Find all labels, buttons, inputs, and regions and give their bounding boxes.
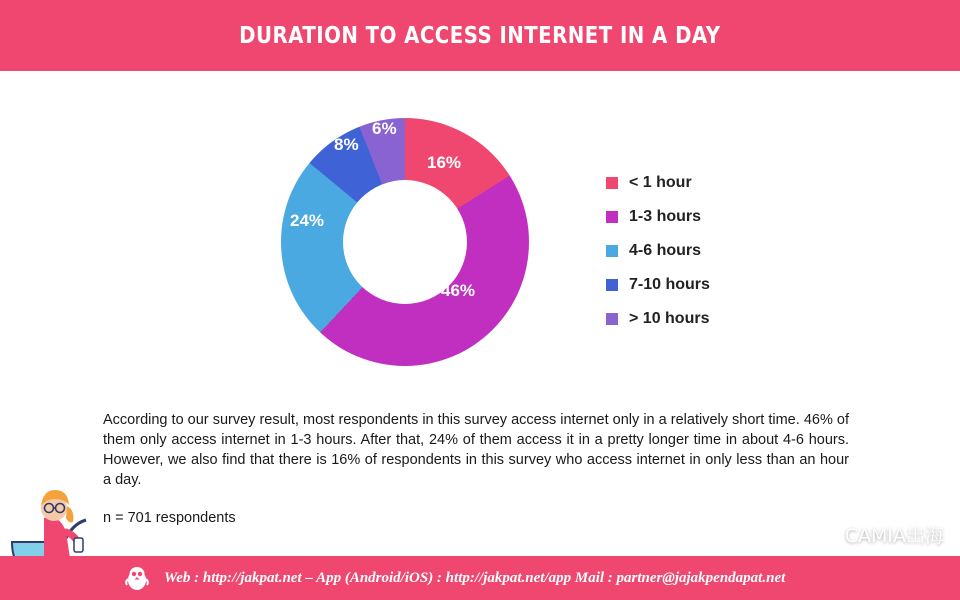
page-footer bbox=[0, 556, 960, 600]
watermark-label: CAMIA出海 bbox=[844, 525, 944, 547]
penguin-icon bbox=[124, 565, 150, 591]
analysis-text-block bbox=[103, 410, 849, 526]
legend-item[interactable] bbox=[606, 268, 710, 302]
slice-label-lt1hour: 16% bbox=[427, 153, 462, 172]
slice-label-1to3: 46% bbox=[441, 281, 476, 300]
legend-item[interactable] bbox=[606, 302, 710, 336]
donut-chart bbox=[281, 118, 529, 366]
analysis-paragraph: According to our survey result, most respondents in this survey access internet only in a relatively short time. 46% of them only access internet in 1-3 hours. After that, 24% of them access it in a pretty longer time in about 4-6 hours. However, we also find that there is 16% of respondents in this survey who access internet in only less than an hour a day. bbox=[103, 412, 849, 488]
legend-swatch-icon bbox=[606, 245, 618, 257]
legend-swatch-icon bbox=[606, 313, 618, 325]
slice-label-4to6: 24% bbox=[290, 211, 325, 230]
legend-item[interactable] bbox=[606, 234, 710, 268]
respondents-count: n = 701 respondents bbox=[103, 510, 236, 526]
watermark bbox=[815, 521, 944, 548]
legend-swatch-icon bbox=[606, 211, 618, 223]
chart-legend bbox=[606, 166, 710, 336]
legend-item-label: 1-3 hours bbox=[629, 208, 702, 225]
legend-item-label: > 10 hours bbox=[629, 310, 710, 327]
legend-swatch-icon bbox=[606, 279, 618, 291]
legend-swatch-icon bbox=[606, 177, 618, 189]
chart-area bbox=[0, 71, 960, 371]
wechat-icon bbox=[815, 526, 837, 544]
legend-item-label: 7-10 hours bbox=[629, 276, 710, 293]
slice-label-7to10: 8% bbox=[334, 135, 359, 154]
page-title: DURATION TO ACCESS INTERNET IN A DAY bbox=[239, 22, 721, 49]
legend-item-label: 4-6 hours bbox=[629, 242, 702, 259]
legend-item-label: < 1 hour bbox=[629, 174, 692, 191]
page-header bbox=[0, 0, 960, 71]
slice-label-gt10: 6% bbox=[372, 119, 397, 138]
footer-contact-text: Web : http://jakpat.net – App (Android/iOS) : http://jakpat.net/app Mail : partner@jajakpendapat.net bbox=[164, 569, 786, 586]
legend-item[interactable] bbox=[606, 166, 710, 200]
legend-item[interactable] bbox=[606, 200, 710, 234]
